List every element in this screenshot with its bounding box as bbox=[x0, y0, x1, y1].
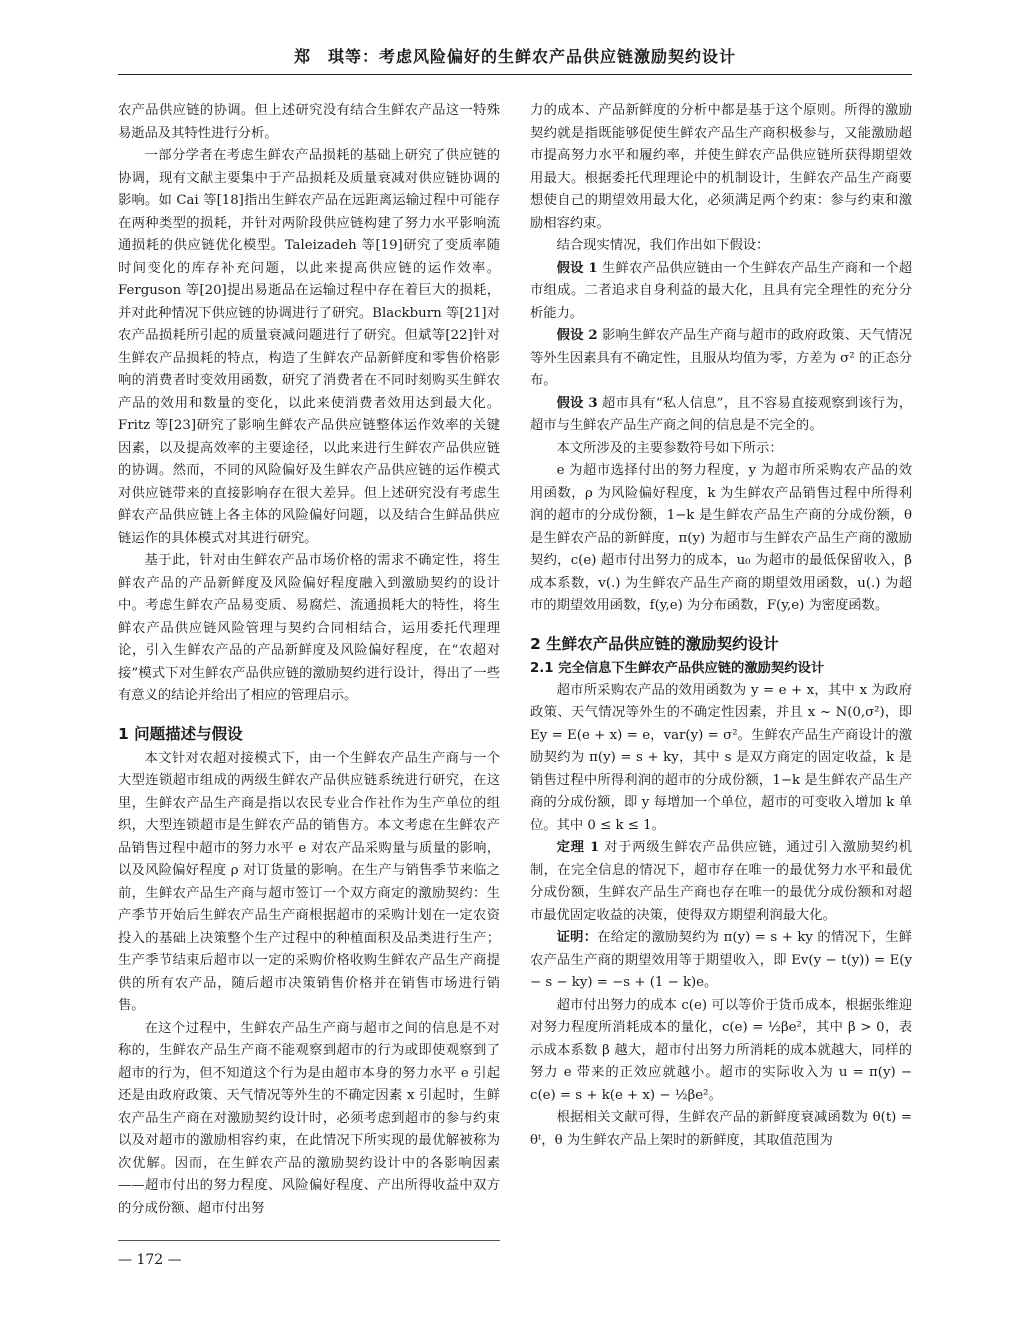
paragraph: 一部分学者在考虑生鲜农产品损耗的基础上研究了供应链的协调，现有文献主要集中于产品损耗及质量衰减对供应链协调的影响。如 Cai 等[18]指出生鲜农产品在远距离运输过程中可能存在两种类型的损耗，并针对两阶段供应链构建了努力水平影响流通损耗的供应链优化模型。Taleizadeh 等[19]研究了变质率随时间变化的库存补充问题，以此来提高供应链的运作效率。Ferguson 等[20]提出易逝品在运输过程中存在着巨大的损耗，并对此种情况下供应链的协调进行了研究。Blackburn 等[21]对农产品损耗所引起的质量衰减问题进行了研究。但斌等[22]针对生鲜农产品损耗的特点，构造了生鲜农产品新鲜度和零售价格影响的消费者时变效用函数，研究了消费者在不同时刻购买生鲜农产品的效用和数量的变化，以此来使消费者效用达到最大化。Fritz 等[23]研究了影响生鲜农产品供应链整体运作效率的关键因素，以及提高效率的主要途径，以此来进行生鲜农产品供应链的协调。然而，不同的风险偏好及生鲜农产品供应链的运作模式对供应链带来的直接影响存在很大差异。但上述研究没有考虑生鲜农产品供应链上各主体的风险偏好问题，以及结合生鲜品供应链运作的具体模式对其进行研究。 bbox=[118, 148, 500, 546]
paragraph: e 为超市选择付出的努力程度，y 为超市所采购农产品的效用函数，ρ 为风险偏好程度，k 为生鲜农产品销售过程中所得利润的超市的分成份额，1−k 是生鲜农产品生产商的分成份额，θ 是生鲜农产品的新鲜度，π(y) 为超市与生鲜农产品生产商的激励契约，c(e) 超市付出努力的成本，u₀ 为超市的最低保留收入，β 成本系数，v(.) 为生鲜农产品生产商的期望效用函数，u(.) 为超市的期望效用函数，f(y,e) 为分布函数，F(y,e) 为密度函数。 bbox=[530, 463, 912, 613]
paragraph: 本文所涉及的主要参数符号如下所示： bbox=[556, 440, 783, 456]
paragraph: 根据相关文献可得，生鲜农产品的新鲜度衰减函数为 θ(t) = θᵗ，θ 为生鲜农产品上架时的新鲜度，其取值范围为 bbox=[530, 1110, 912, 1148]
footer-rule bbox=[118, 1240, 500, 1241]
paragraph: 结合现实情况，我们作出如下假设： bbox=[556, 238, 770, 253]
section-heading-2: 2 生鲜农产品供应链的激励契约设计 bbox=[530, 634, 779, 653]
paragraph: 超市付出努力的成本 c(e) 可以等价于货币成本，根据张维迎对努力程度所消耗成本的量化，c(e) = ½βe²，其中 β > 0，表示成本系数 β 越大，超市付出努力所消耗的成本就越大，同样的努力 e 带来的正效应就越小。超市的实际收入为 u = π(y) − c(e) = s + k(e + x) − ½βe²。 bbox=[530, 997, 912, 1103]
proof bbox=[530, 927, 912, 995]
subsection-heading-2-1: 2.1 完全信息下生鲜农产品供应链的激励契约设计 bbox=[530, 660, 825, 676]
assumption-text: 影响生鲜农产品生产商与超市的政府政策、天气情况等外生因素具有不确定性，且服从均值为零，方差为 σ² 的正态分布。 bbox=[530, 328, 912, 388]
theorem-1 bbox=[530, 837, 912, 927]
assumption-text: 生鲜农产品供应链由一个生鲜农产品生产商和一个超市组成。二者追求自身利益的最大化，且具有完全理性的充分分析能力。 bbox=[530, 260, 912, 321]
theorem-label: 定理 1 bbox=[556, 840, 600, 855]
section-heading-1: 1 问题描述与假设 bbox=[118, 724, 243, 743]
assumption-label: 假设 3 bbox=[556, 395, 598, 411]
proof-label: 证明： bbox=[556, 930, 598, 945]
assumption-1 bbox=[530, 258, 912, 326]
assumption-2 bbox=[530, 325, 912, 393]
assumption-text: 超市具有“私人信息”，且不容易直接观察到该行为，超市与生鲜农产品生产商之间的信息是不完全的。 bbox=[530, 395, 912, 433]
paragraph: 力的成本、产品新鲜度的分析中都是基于这个原则。所得的激励契约就是指既能够促使生鲜农产品生产商积极参与，又能激励超市提高努力水平和履约率，并使生鲜农产品供应链所获得期望效用最大。根据委托代理理论中的机制设计，生鲜农产品生产商要想使自己的期望效用最大化，必须满足两个约束：参与约束和激励相容约束。 bbox=[530, 103, 912, 231]
left-column bbox=[118, 100, 500, 1220]
assumption-label: 假设 2 bbox=[556, 328, 598, 343]
proof-text: 在给定的激励契约为 π(y) = s + ky 的情况下，生鲜农产品生产商的期望效用等于期望收入，即 Ev(y − t(y)) = E(y − s − ky) = −s + (1 − k)e。 bbox=[530, 930, 912, 990]
paragraph: 农产品供应链的协调。但上述研究没有结合生鲜农产品这一特殊易逝品及其特性进行分析。 bbox=[118, 103, 500, 141]
theorem-text: 对于两级生鲜农产品供应链，通过引入激励契约机制，在完全信息的情况下，超市存在唯一的最优努力水平和最优分成份额，生鲜农产品生产商也存在唯一的最优分成份额和对超市最优固定收益的决策，使得双方期望利润最大化。 bbox=[530, 840, 912, 923]
page-number: — 172 — bbox=[118, 1252, 182, 1268]
header-title: 郑 琪等：考虑风险偏好的生鲜农产品供应链激励契约设计 bbox=[293, 47, 736, 66]
right-column bbox=[530, 100, 912, 1152]
running-header bbox=[118, 40, 912, 75]
assumption-label: 假设 1 bbox=[556, 260, 598, 276]
paragraph: 本文针对农超对接模式下，由一个生鲜农产品生产商与一个大型连锁超市组成的两级生鲜农产品供应链系统进行研究，在这里，生鲜农产品生产商是指以农民专业合作社作为生产单位的组织，大型连锁超市是生鲜农产品的销售方。本文考虑在生鲜农产品销售过程中超市的努力水平 e 对农产品采购量与质量的影响，以及风险偏好程度 ρ 对订货量的影响。在生产与销售季节来临之前，生鲜农产品生产商与超市签订一个双方商定的激励契约：生产季节开始后生鲜农产品生产商根据超市的采购计划在一定农资投入的基础上决策整个生产过程中的种植面积及品类进行生产；生产季节结束后超市以一定的采购价格收购生鲜农产品生产商提供的所有农产品，随后超市决策销售价格并在销售市场进行销售。 bbox=[118, 750, 500, 1013]
paragraph: 超市所采购农产品的效用函数为 y = e + x，其中 x 为政府政策、天气情况等外生的不确定性因素，并且 x ~ N(0,σ²)，即 Ey = E(e + x) = e，var(y) = σ²。生鲜农产品生产商设计的激励契约为 π(y) = s + ky，其中 s 是双方商定的固定收益，k 是销售过程中所得利润的超市的分成份额，1−k 是生鲜农产品生产商的分成份额，即 y 每增加一个单位，超市的可变收入增加 k 单位。其中 0 ≤ k ≤ 1。 bbox=[530, 682, 912, 833]
assumption-3 bbox=[530, 393, 912, 438]
paragraph: 在这个过程中，生鲜农产品生产商与超市之间的信息是不对称的，生鲜农产品生产商不能观察到超市的行为或即使观察到了超市的行为，但不知道这个行为是由超市本身的努力水平 e 引起还是由政府政策、天气情况等外生的不确定因素 x 引起时，生鲜农产品生产商在对激励契约设计时，必须考虑到超市的参与约束以及对超市的激励相容约束，在此情况下所实现的最优解被称为次优解。因而，在生鲜农产品的激励契约设计中的各影响因素——超市付出的努力程度、风险偏好程度、产出所得收益中双方的分成份额、超市付出努 bbox=[118, 1020, 500, 1216]
paragraph: 基于此，针对由生鲜农产品市场价格的需求不确定性，将生鲜农产品的产品新鲜度及风险偏好程度融入到激励契约的设计中。考虑生鲜农产品易变质、易腐烂、流通损耗大的特性，将生鲜农产品供应链风险管理与契约合同相结合，运用委托代理理论，引入生鲜农产品的产品新鲜度及风险偏好程度，在“农超对接”模式下对生鲜农产品供应链的激励契约进行设计，得出了一些有意义的结论并给出了相应的管理启示。 bbox=[118, 553, 500, 703]
